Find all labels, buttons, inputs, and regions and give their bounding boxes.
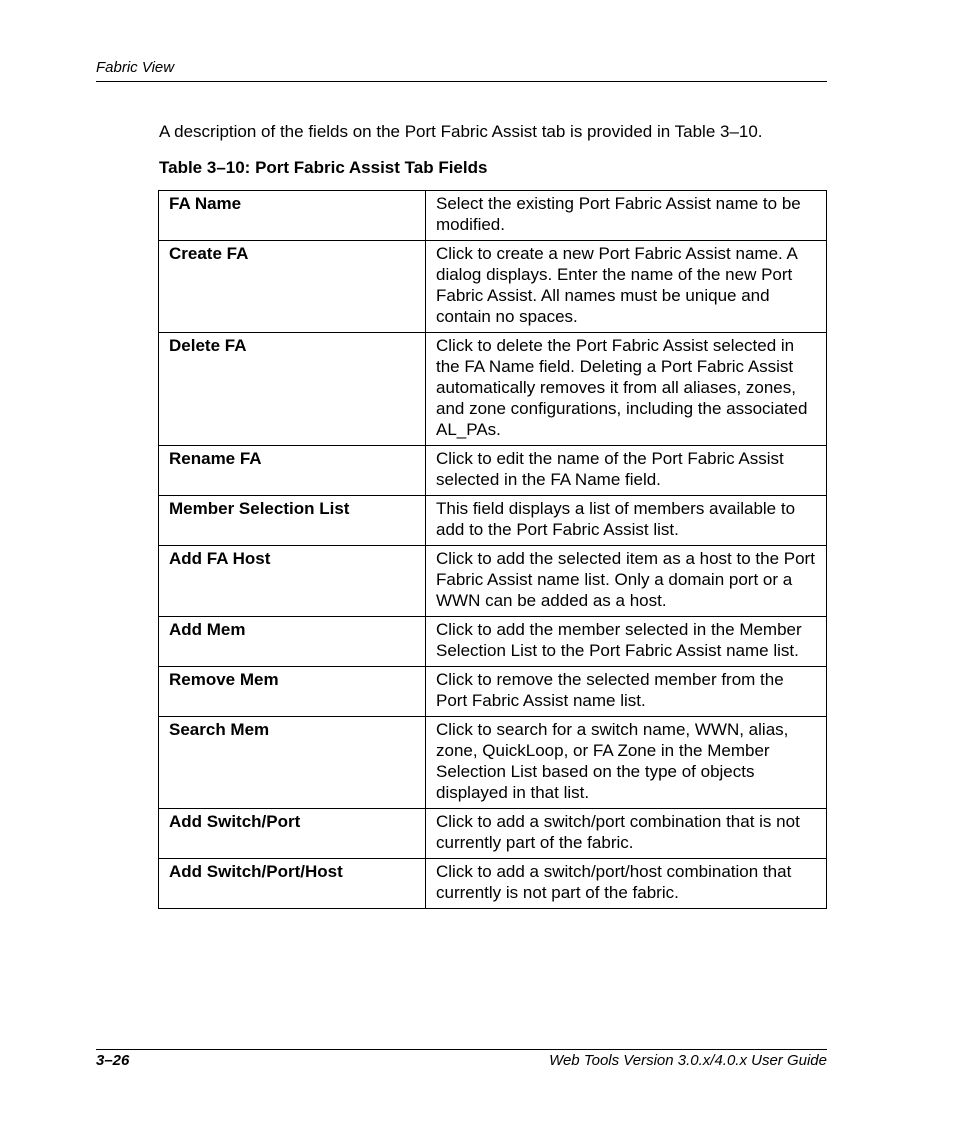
field-name: Delete FA xyxy=(159,333,426,446)
running-footer xyxy=(96,1049,827,1074)
field-description: Click to remove the selected member from the Port Fabric Assist name list. xyxy=(426,667,827,717)
field-description: Click to add the member selected in the Member Selection List to the Port Fabric Assist name list. xyxy=(426,617,827,667)
table-row xyxy=(159,191,827,241)
field-name: Rename FA xyxy=(159,446,426,496)
field-description: Select the existing Port Fabric Assist name to be modified. xyxy=(426,191,827,241)
table-row xyxy=(159,617,827,667)
field-name: Add Switch/Port/Host xyxy=(159,859,426,909)
field-name: Add FA Host xyxy=(159,546,426,617)
table-row xyxy=(159,809,827,859)
field-description: Click to create a new Port Fabric Assist name. A dialog displays. Enter the name of the new Port Fabric Assist. All names must be unique and contain no spaces. xyxy=(426,241,827,333)
field-description: This field displays a list of members available to add to the Port Fabric Assist list. xyxy=(426,496,827,546)
field-description: Click to search for a switch name, WWN, alias, zone, QuickLoop, or FA Zone in the Member Selection List based on the type of objects displayed in that list. xyxy=(426,717,827,809)
table-caption: Table 3–10: Port Fabric Assist Tab Fields xyxy=(159,158,488,177)
field-description: Click to add the selected item as a host to the Port Fabric Assist name list. Only a domain port or a WWN can be added as a host. xyxy=(426,546,827,617)
page-number: 3–26 xyxy=(96,1052,130,1069)
table-row xyxy=(159,241,827,333)
field-name: Member Selection List xyxy=(159,496,426,546)
document-title: Web Tools Version 3.0.x/4.0.x User Guide xyxy=(549,1052,827,1069)
field-name: Create FA xyxy=(159,241,426,333)
table-row xyxy=(159,546,827,617)
field-description: Click to add a switch/port/host combination that currently is not part of the fabric. xyxy=(426,859,827,909)
header-section-title: Fabric View xyxy=(96,59,175,76)
table-row xyxy=(159,717,827,809)
field-description: Click to delete the Port Fabric Assist selected in the FA Name field. Deleting a Port Fabric Assist automatically removes it from all aliases, zones, and zone configurations, including the associated AL_PAs. xyxy=(426,333,827,446)
running-header xyxy=(96,59,827,82)
fields-table xyxy=(158,190,827,909)
field-name: Remove Mem xyxy=(159,667,426,717)
table-row xyxy=(159,667,827,717)
intro-paragraph: A description of the fields on the Port Fabric Assist tab is provided in Table 3–10. xyxy=(159,122,763,141)
table-row xyxy=(159,496,827,546)
field-name: FA Name xyxy=(159,191,426,241)
field-description: Click to edit the name of the Port Fabric Assist selected in the FA Name field. xyxy=(426,446,827,496)
table-row xyxy=(159,333,827,446)
field-description: Click to add a switch/port combination that is not currently part of the fabric. xyxy=(426,809,827,859)
field-name: Add Switch/Port xyxy=(159,809,426,859)
table-row xyxy=(159,859,827,909)
field-name: Add Mem xyxy=(159,617,426,667)
field-name: Search Mem xyxy=(159,717,426,809)
table-row xyxy=(159,446,827,496)
